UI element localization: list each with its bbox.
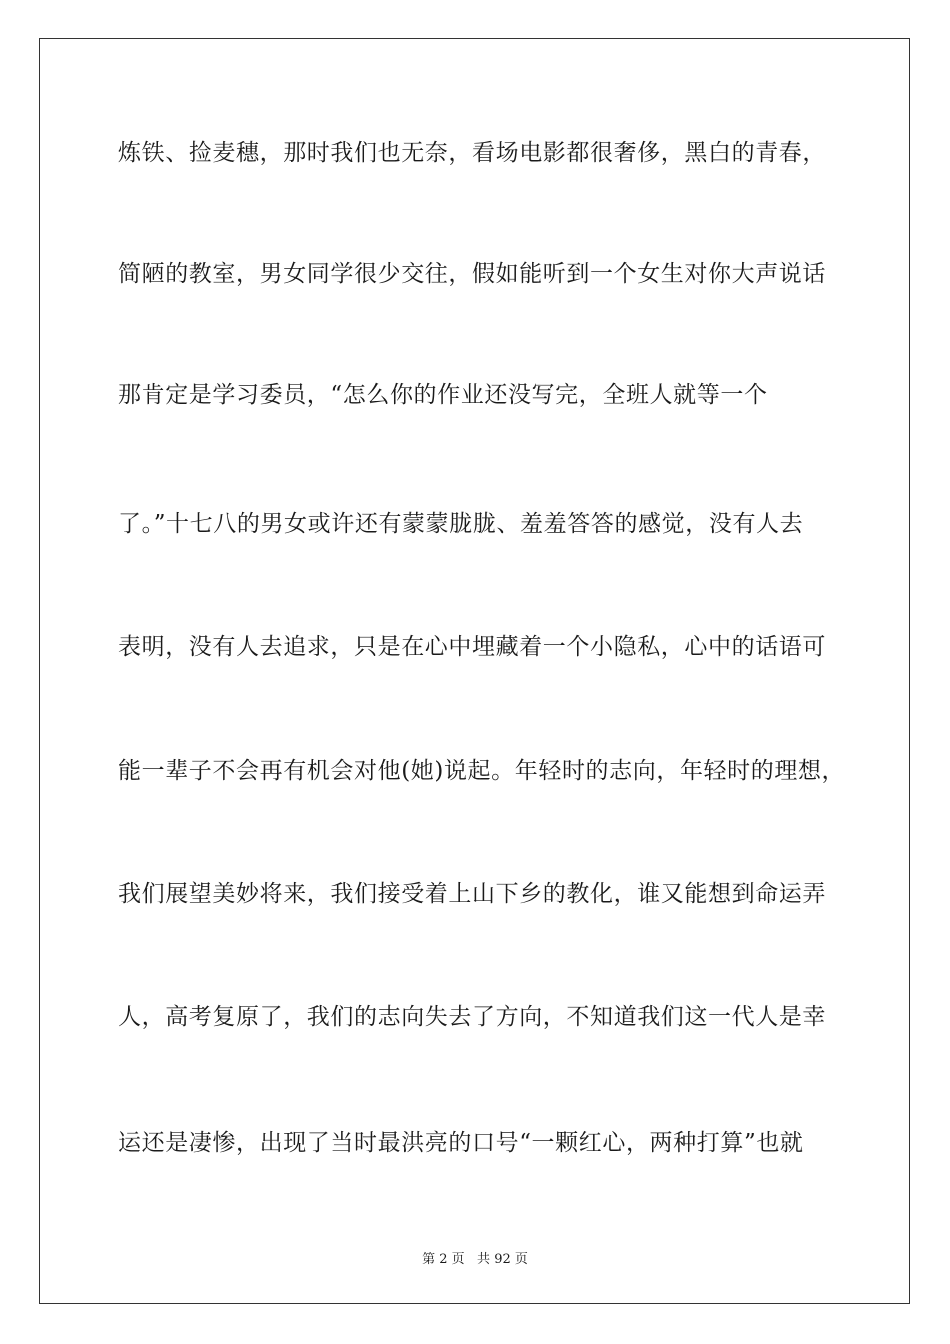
paragraph-line-4: 了。”十七八的男女或许还有蒙蒙胧胧、羞羞答答的感觉，没有人去 [118,511,804,537]
paragraph-line-9: 运还是凄惨，出现了当时最洪亮的口号“一颗红心，两种打算”也就 [118,1130,804,1156]
paragraph-line-7: 我们展望美妙将来，我们接受着上山下乡的教化，谁又能想到命运弄 [118,881,826,907]
paragraph-line-2: 简陋的教室，男女同学很少交往，假如能听到一个女生对你大声说话 [118,261,826,287]
paragraph-line-3: 那肯定是学习委员，“怎么你的作业还没写完，全班人就等一个 [118,382,768,408]
paragraph-line-1: 炼铁、捡麦穗，那时我们也无奈，看场电影都很奢侈，黑白的青春， [118,140,826,166]
paragraph-line-8: 人，高考复原了，我们的志向失去了方向，不知道我们这一代人是幸 [118,1004,826,1030]
paragraph-line-6: 能一辈子不会再有机会对他(她)说起。年轻时的志向，年轻时的理想， [118,758,846,784]
page-border [39,38,910,1304]
paragraph-line-5: 表明，没有人去追求，只是在心中埋藏着一个小隐私，心中的话语可 [118,634,826,660]
page-number-footer: 第 2 页 共 92 页 [422,1252,528,1267]
